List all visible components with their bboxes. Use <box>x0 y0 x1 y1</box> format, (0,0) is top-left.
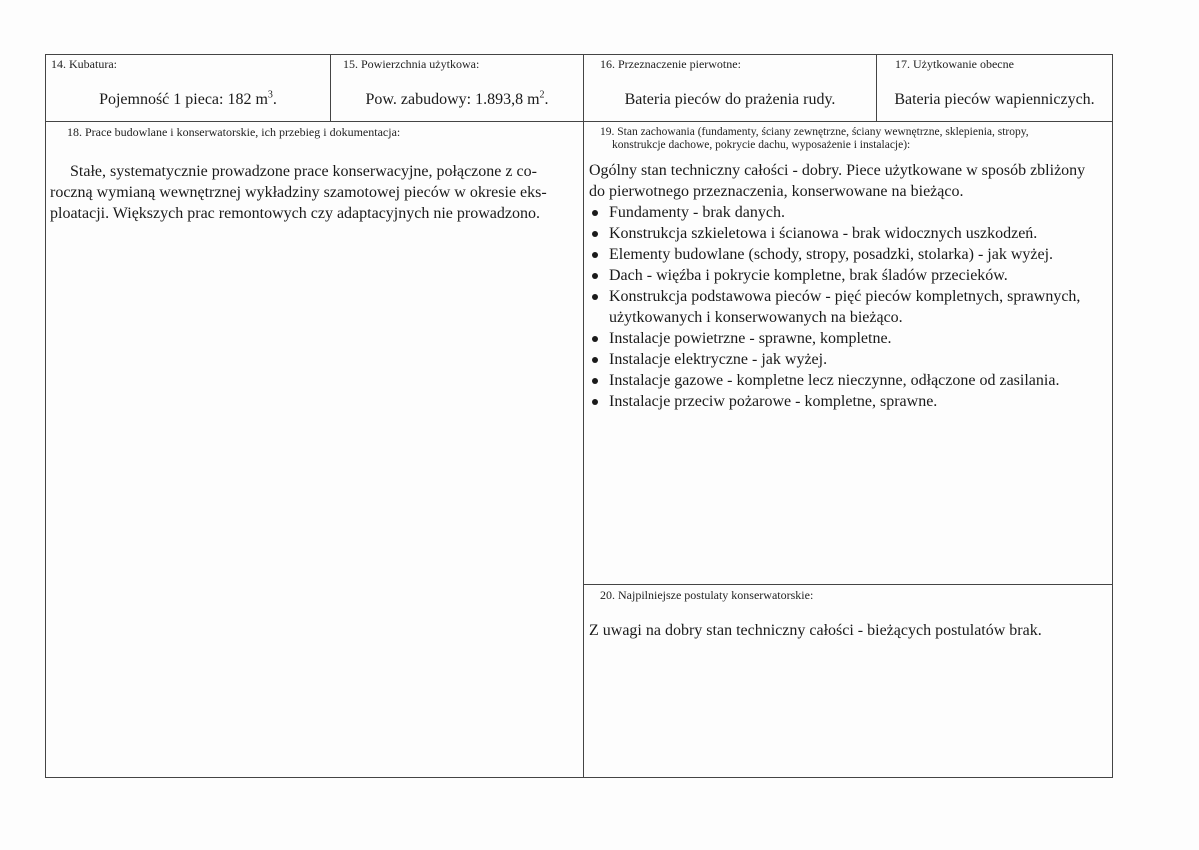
field-18-line: Stałe, systematycznie prowadzone prace konserwacyjne, połączone z co- <box>70 163 537 180</box>
list-item: Instalacje powietrzne - sprawne, kompletne. <box>589 328 1109 349</box>
field-18-line: roczną wymianą wewnętrznej wykładziny szamotowej pieców w okresie eks- <box>50 184 547 201</box>
field-15-label: 15. Powierzchnia użytkowa: <box>343 57 480 71</box>
list-item: Instalacje elektryczne - jak wyżej. <box>589 349 1109 370</box>
list-item: Dach - więźba i pokrycie kompletne, brak śladów przecieków. <box>589 265 1109 286</box>
field-18-label: 18. Prace budowlane i konserwatorskie, ich przebieg i dokumentacja: <box>67 125 401 139</box>
field-18-line: ploatacji. Większych prac remontowych czy adaptacyjnych nie prowadzono. <box>50 205 540 222</box>
field-17-uzytkowanie <box>876 54 1113 122</box>
field-19-list <box>589 202 1109 412</box>
field-18-prace <box>45 121 584 778</box>
list-item: Konstrukcja szkieletowa i ścianowa - brak widocznych uszkodzeń. <box>589 223 1109 244</box>
field-20-postulaty <box>583 584 1113 778</box>
field-19-intro: Ogólny stan techniczny całości - dobry. Piece użytkowane w sposób zbliżony <box>589 162 1086 179</box>
list-item: Konstrukcja podstawowa pieców - pięć pieców kompletnych, sprawnych, użytkowanych i konserwowanych na bieżąco. <box>589 286 1109 328</box>
field-17-label: 17. Użytkowanie obecne <box>895 57 1014 71</box>
field-17-value: Bateria pieców wapienniczych. <box>894 91 1095 108</box>
list-item: Elementy budowlane (schody, stropy, posadzki, stolarka) - jak wyżej. <box>589 244 1109 265</box>
field-15-value: Pow. zabudowy: 1.893,8 $m^2$. <box>365 89 549 108</box>
list-item: Fundamenty - brak danych. <box>589 202 1109 223</box>
field-19-intro: do pierwotnego przeznaczenia, konserwowane na bieżąco. <box>589 183 964 200</box>
field-16-label: 16. Przeznaczenie pierwotne: <box>600 57 741 71</box>
field-14-label: 14. Kubatura: <box>51 57 117 71</box>
field-16-value: Bateria pieców do prażenia rudy. <box>624 91 836 108</box>
field-18-text <box>50 161 579 224</box>
field-20-label: 20. Najpilniejsze postulaty konserwatorskie: <box>600 588 814 602</box>
field-14-value: Pojemność 1 pieca: 182 $m^3$. <box>99 89 277 108</box>
list-item: Instalacje przeciw pożarowe - kompletne, sprawne. <box>589 391 1109 412</box>
field-15-powierzchnia <box>330 54 584 122</box>
field-19-body <box>589 160 1109 412</box>
field-20-value: Z uwagi na dobry stan techniczny całości - bieżących postulatów brak. <box>589 622 1042 639</box>
list-item: Instalacje gazowe - kompletne lecz nieczynne, odłączone od zasilania. <box>589 370 1109 391</box>
field-19-stan-zachowania <box>583 121 1113 585</box>
field-19-label: 19. Stan zachowania (fundamenty, ściany zewnętrzne, ściany wewnętrzne, sklepienia, stropy, konstrukcje dachowe, pokrycie dachu, wyposażenie i instalacje): <box>600 126 1029 151</box>
field-14-kubatura <box>45 54 331 122</box>
field-16-przeznaczenie <box>583 54 877 122</box>
